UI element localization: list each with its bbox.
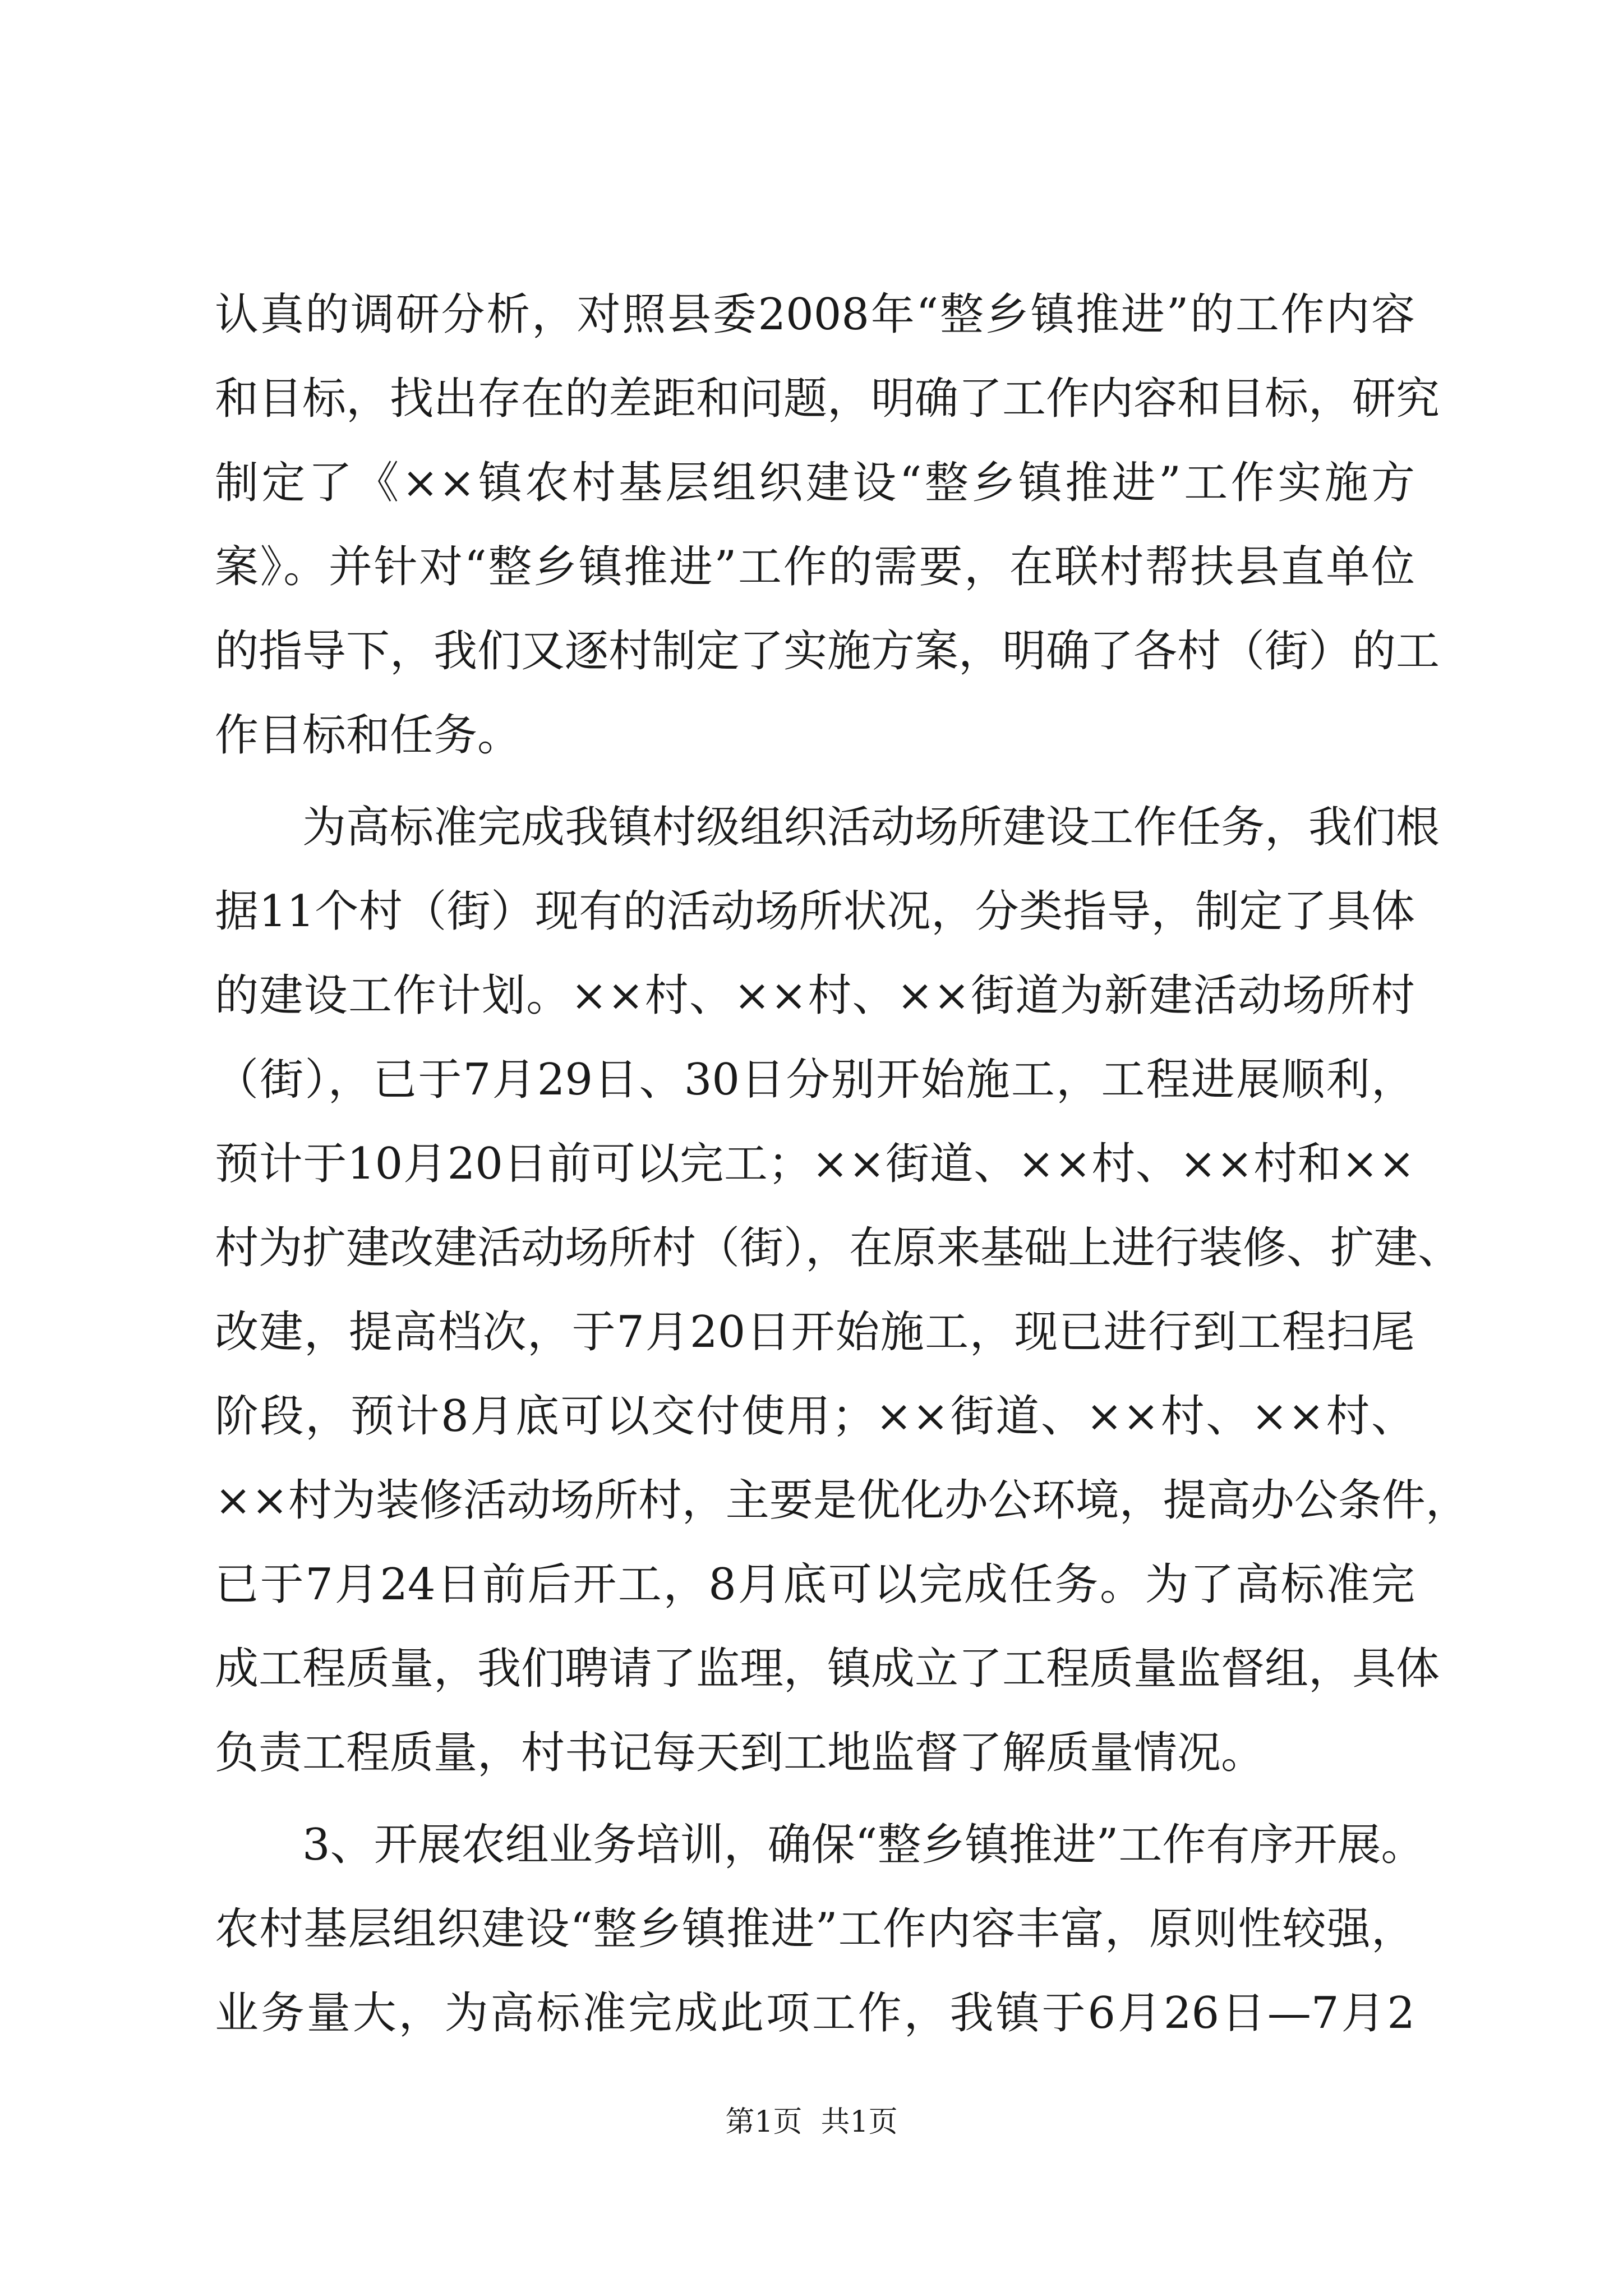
text-line-19: 3、开展农组业务培训，确保“整乡镇推进”工作有序开展。 [215,1820,1425,1870]
text-line-6: 作目标和任务。 [215,710,522,761]
text-line-2: 和目标，找出存在的差距和问题，明确了工作内容和目标，研究 [215,374,1440,424]
text-line-4: 案》。并针对“整乡镇推进”工作的需要，在联村帮扶县直单位 [215,542,1415,592]
page-footer: 第1页 共1页 [725,2105,898,2139]
text-line-11: 预计于10月20日前可以完工；××街道、××村、××村和×× [215,1139,1415,1189]
text-line-9: 的建设工作计划。××村、××村、××街道为新建活动场所村 [215,970,1415,1021]
text-line-3: 制定了《××镇农村基层组织建设“整乡镇推进”工作实施方 [215,458,1415,508]
text-line-17: 成工程质量，我们聘请了监理，镇成立了工程质量监督组，具体 [215,1644,1440,1694]
text-line-7: 为高标准完成我镇村级组织活动场所建设工作任务，我们根 [215,802,1440,853]
text-line-1: 认真的调研分析，对照县委2008年“整乡镇推进”的工作内容 [215,289,1415,340]
text-line-5: 的指导下，我们又逐村制定了实施方案，明确了各村（街）的工 [215,626,1440,677]
text-line-12: 村为扩建改建活动场所村（街），在原来基础上进行装修、扩建、 [215,1223,1462,1273]
text-line-20: 农村基层组织建设“整乡镇推进”工作内容丰富，原则性较强， [215,1904,1415,1954]
text-line-14: 阶段，预计8月底可以交付使用；××街道、××村、××村、 [215,1391,1415,1442]
text-line-10: （街），已于7月29日、30日分别开始施工，工程进展顺利， [215,1055,1415,1105]
text-line-16: 已于7月24日前后开工，8月底可以完成任务。为了高标准完 [215,1559,1415,1610]
text-line-21: 业务量大，为高标准完成此项工作，我镇于6月26日—7月2 [215,1988,1415,2039]
text-line-15: ××村为装修活动场所村，主要是优化办公环境，提高办公条件， [215,1475,1469,1526]
text-line-18: 负责工程质量，村书记每天到工地监督了解质量情况。 [215,1728,1265,1778]
text-line-13: 改建，提高档次，于7月20日开始施工，现已进行到工程扫尾 [215,1307,1415,1358]
text-line-8: 据11个村（街）现有的活动场所状况，分类指导，制定了具体 [215,886,1415,937]
